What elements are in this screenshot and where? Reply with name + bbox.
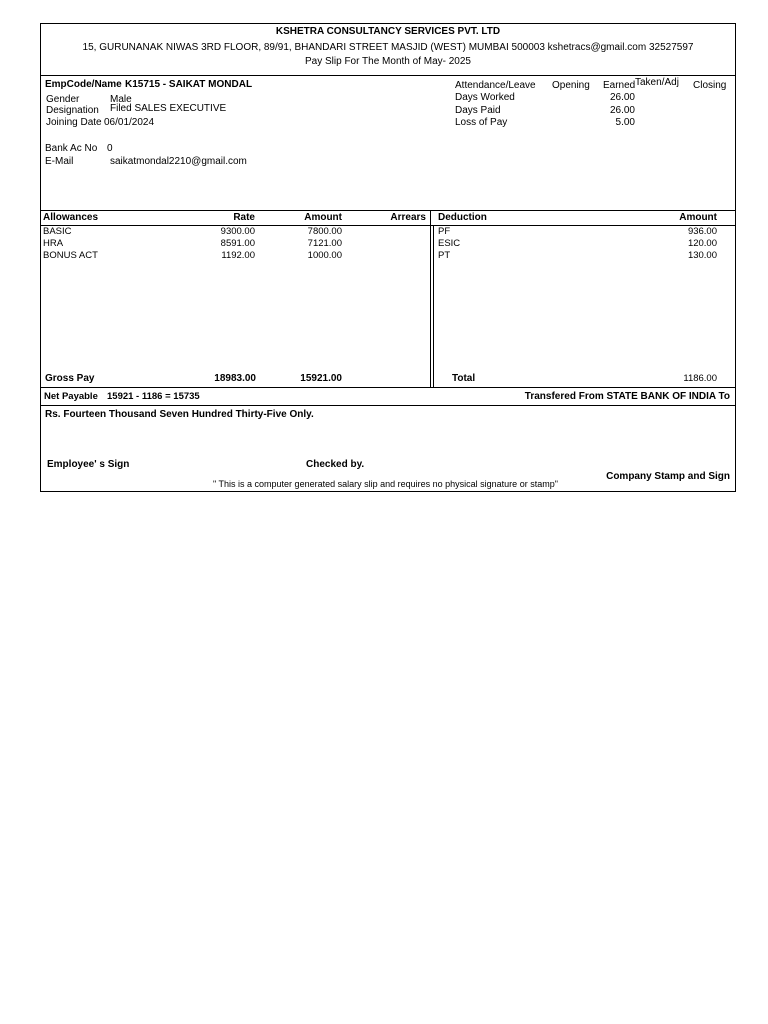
attendance-header: Attendance/Leave	[455, 80, 536, 91]
allowance-name: BASIC	[43, 226, 72, 237]
company-address: 15, GURUNANAK NIWAS 3RD FLOOR, 89/91, BHANDARI STREET MASJID (WEST) MUMBAI 500003 kshetracs@gmail.com 32527597	[82, 42, 694, 53]
deduction-header: Deduction	[438, 212, 487, 223]
attendance-row-earned: 26.00	[609, 92, 635, 103]
emp-code-label: EmpCode/Name	[45, 79, 122, 90]
table-divider-outer	[430, 210, 431, 387]
total-deduction-amount: 1186.00	[683, 373, 717, 384]
net-divider	[40, 405, 736, 406]
gender-label: Gender	[46, 94, 80, 105]
attendance-earned: Earned	[603, 80, 636, 91]
gender-value: Male	[110, 94, 132, 105]
bank-account-value: 0	[107, 143, 113, 154]
allowance-amount: 1000.00	[307, 250, 342, 261]
joining-date-label: Joining Date	[46, 117, 102, 128]
employee-sign-label: Employee' s Sign	[47, 459, 130, 470]
rate-header: Rate	[233, 212, 255, 223]
designation-value: Filed SALES EXECUTIVE	[110, 103, 227, 114]
deduction-amount: 120.00	[687, 238, 717, 249]
table-header-divider	[40, 225, 736, 226]
total-deduction-label: Total	[452, 373, 476, 384]
email-value: saikatmondal2210@gmail.com	[110, 156, 247, 167]
bank-account-label: Bank Ac No	[45, 143, 98, 154]
attendance-row-earned: 26.00	[609, 105, 635, 116]
deduction-name: ESIC	[438, 238, 461, 249]
company-stamp-label: Company Stamp and Sign	[606, 471, 730, 482]
allowance-rate: 9300.00	[220, 226, 255, 237]
company-name: KSHETRA CONSULTANCY SERVICES PVT. LTD	[275, 26, 501, 37]
joining-date-value: 06/01/2024	[104, 117, 155, 128]
payslip-title: Pay Slip For The Month of May- 2025	[304, 56, 471, 67]
attendance-row-label: Days Paid	[455, 105, 501, 116]
gross-pay-amount: 15921.00	[300, 373, 342, 384]
allowance-amount: 7800.00	[307, 226, 342, 237]
allowance-name: BONUS ACT	[43, 250, 98, 261]
attendance-closing: Closing	[693, 80, 727, 91]
deduction-name: PF	[438, 226, 451, 237]
allowances-header: Allowances	[43, 212, 99, 223]
deduction-amount: 936.00	[687, 226, 717, 237]
deduction-amount: 130.00	[687, 250, 717, 261]
attendance-taken: Taken/Adj	[635, 77, 679, 88]
arrears-header: Arrears	[390, 212, 426, 223]
computer-generated-note: " This is a computer generated salary slip and requires no physical signature or stamp"	[213, 479, 558, 489]
attendance-row-label: Loss of Pay	[455, 117, 508, 128]
checked-by-label: Checked by.	[306, 459, 365, 470]
amount-header: Amount	[304, 212, 342, 223]
header-divider	[40, 75, 736, 76]
allowance-rate: 1192.00	[221, 250, 255, 261]
totals-divider	[40, 387, 736, 388]
email-label: E-Mail	[45, 156, 74, 167]
gross-pay-rate: 18983.00	[214, 373, 256, 384]
net-amount-words: Rs. Fourteen Thousand Seven Hundred Thirty-Five Only.	[45, 409, 314, 420]
info-divider	[40, 210, 736, 211]
deduction-name: PT	[438, 250, 451, 261]
allowance-rate: 8591.00	[220, 238, 255, 249]
net-payable-calc: 15921 - 1186 = 15735	[107, 391, 200, 402]
emp-code-value: K15715 - SAIKAT MONDAL	[125, 79, 253, 90]
gross-pay-label: Gross Pay	[45, 373, 95, 384]
deduction-amount-header: Amount	[679, 212, 717, 223]
net-payable-label: Net Payable	[44, 391, 98, 402]
allowance-name: HRA	[43, 238, 64, 249]
attendance-row-label: Days Worked	[455, 92, 515, 103]
designation-label: Designation	[46, 105, 99, 116]
table-divider-inner	[433, 225, 434, 387]
transfer-bank: Transfered From STATE BANK OF INDIA To	[524, 391, 730, 402]
attendance-row-earned: 5.00	[615, 117, 635, 128]
attendance-opening: Opening	[552, 80, 590, 91]
allowance-amount: 7121.00	[307, 238, 342, 249]
